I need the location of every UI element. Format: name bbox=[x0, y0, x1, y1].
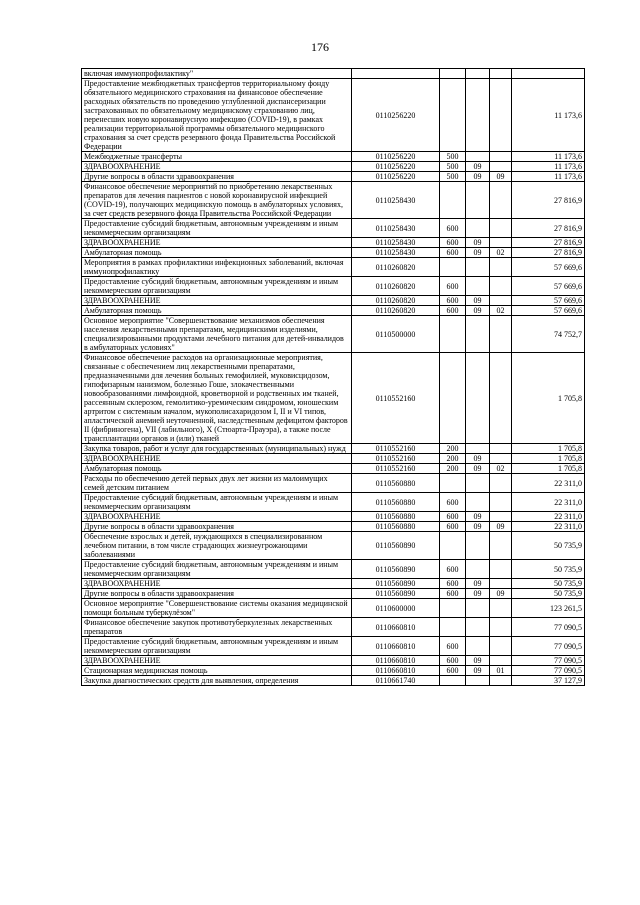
expense-type-code-cell: 600 bbox=[440, 277, 466, 296]
expense-name-cell: Предоставление субсидий бюджетным, автономным учреждениям и иным некоммерческим организациям bbox=[82, 560, 352, 579]
table-row bbox=[82, 560, 585, 579]
expense-name-cell: Другие вопросы в области здравоохранения bbox=[82, 172, 352, 182]
subsection-code-cell bbox=[490, 676, 512, 686]
amount-cell: 77 090,5 bbox=[512, 637, 585, 656]
table-row bbox=[82, 464, 585, 474]
subsection-code-cell bbox=[490, 599, 512, 618]
table-row bbox=[82, 618, 585, 637]
expense-type-code-cell: 600 bbox=[440, 637, 466, 656]
expense-name-cell: Межбюджетные трансферты bbox=[82, 152, 352, 162]
section-code-cell bbox=[466, 474, 490, 493]
table-row bbox=[82, 306, 585, 316]
expense-name-cell: ЗДРАВООХРАНЕНИЕ bbox=[82, 296, 352, 306]
expense-type-code-cell: 600 bbox=[440, 522, 466, 532]
target-article-code-cell: 0110661740 bbox=[352, 676, 440, 686]
target-article-code-cell: 0110560880 bbox=[352, 474, 440, 493]
section-code-cell bbox=[466, 152, 490, 162]
target-article-code-cell: 0110256220 bbox=[352, 162, 440, 172]
table-row bbox=[82, 474, 585, 493]
amount-cell: 1 705,8 bbox=[512, 454, 585, 464]
subsection-code-cell bbox=[490, 152, 512, 162]
expense-type-code-cell bbox=[440, 618, 466, 637]
amount-cell: 11 173,6 bbox=[512, 162, 585, 172]
section-code-cell bbox=[466, 219, 490, 238]
subsection-code-cell bbox=[490, 560, 512, 579]
table-row bbox=[82, 248, 585, 258]
section-code-cell: 09 bbox=[466, 248, 490, 258]
amount-cell: 11 173,6 bbox=[512, 79, 585, 152]
amount-cell: 27 816,9 bbox=[512, 238, 585, 248]
expense-type-code-cell bbox=[440, 79, 466, 152]
target-article-code-cell: 0110256220 bbox=[352, 79, 440, 152]
section-code-cell bbox=[466, 353, 490, 444]
target-article-code-cell: 0110260820 bbox=[352, 296, 440, 306]
table-row bbox=[82, 219, 585, 238]
target-article-code-cell: 0110552160 bbox=[352, 464, 440, 474]
subsection-code-cell bbox=[490, 579, 512, 589]
section-code-cell: 09 bbox=[466, 666, 490, 676]
target-article-code-cell: 0110560880 bbox=[352, 512, 440, 522]
expense-type-code-cell bbox=[440, 676, 466, 686]
section-code-cell bbox=[466, 599, 490, 618]
subsection-code-cell bbox=[490, 258, 512, 277]
table-row bbox=[82, 666, 585, 676]
expense-type-code-cell: 600 bbox=[440, 656, 466, 666]
expense-type-code-cell: 600 bbox=[440, 306, 466, 316]
expense-type-code-cell: 600 bbox=[440, 512, 466, 522]
expense-name-cell: Финансовое обеспечение расходов на организационные мероприятия, связанные с обеспечением лиц лекарственными препаратами, предназначенными для лечения больных гемофилией, муковисцидозом, гипофизарным нанизмом, болезнью Гоше, злокачественными новообразованиями лимфоидной, кроветворной и родственных им тканей, рассеянным склерозом, гемолитико-уремическим синдромом, юношеским артритом с системным началом, мукополисахаридозом I, II и VI типов, апластической анемией неуточненной, наследственным дефицитом факторов II (фибриногена), VII (лабильного), X (Стюарта-Прауэра), а также после трансплантации органов и (или) тканей bbox=[82, 353, 352, 444]
table-row bbox=[82, 353, 585, 444]
table-row bbox=[82, 522, 585, 532]
expense-type-code-cell bbox=[440, 258, 466, 277]
expense-type-code-cell: 600 bbox=[440, 296, 466, 306]
table-row bbox=[82, 676, 585, 686]
section-code-cell: 09 bbox=[466, 172, 490, 182]
expense-type-code-cell bbox=[440, 599, 466, 618]
subsection-code-cell bbox=[490, 656, 512, 666]
section-code-cell: 09 bbox=[466, 656, 490, 666]
subsection-code-cell bbox=[490, 512, 512, 522]
amount-cell: 1 705,8 bbox=[512, 444, 585, 454]
amount-cell: 123 261,5 bbox=[512, 599, 585, 618]
expense-name-cell: Финансовое обеспечение закупок противотуберкулезных лекарственных препаратов bbox=[82, 618, 352, 637]
expense-type-code-cell bbox=[440, 316, 466, 353]
expense-name-cell: Финансовое обеспечение мероприятий по приобретению лекарственных препаратов для лечения пациентов с новой коронавирусной инфекцией (COVID-19), получающих медицинскую помощь в амбулаторных условиях, за счет средств резервного фонда Правительства Российской Федерации bbox=[82, 182, 352, 219]
expense-name-cell: ЗДРАВООХРАНЕНИЕ bbox=[82, 512, 352, 522]
table-row bbox=[82, 162, 585, 172]
amount-cell: 74 752,7 bbox=[512, 316, 585, 353]
section-code-cell: 09 bbox=[466, 522, 490, 532]
expense-type-code-cell: 600 bbox=[440, 560, 466, 579]
table-row bbox=[82, 296, 585, 306]
section-code-cell bbox=[466, 316, 490, 353]
table-row bbox=[82, 493, 585, 512]
section-code-cell: 09 bbox=[466, 296, 490, 306]
subsection-code-cell: 09 bbox=[490, 589, 512, 599]
amount-cell: 22 311,0 bbox=[512, 474, 585, 493]
subsection-code-cell bbox=[490, 454, 512, 464]
table-row bbox=[82, 172, 585, 182]
expense-name-cell: включая иммунопрофилактику" bbox=[82, 69, 352, 79]
section-code-cell: 09 bbox=[466, 464, 490, 474]
section-code-cell bbox=[466, 277, 490, 296]
expense-name-cell: Предоставление субсидий бюджетным, автономным учреждениям и иным некоммерческим организациям bbox=[82, 219, 352, 238]
subsection-code-cell bbox=[490, 182, 512, 219]
subsection-code-cell: 02 bbox=[490, 464, 512, 474]
expense-name-cell: Стационарная медицинская помощь bbox=[82, 666, 352, 676]
section-code-cell bbox=[466, 69, 490, 79]
table-row bbox=[82, 512, 585, 522]
target-article-code-cell: 0110660810 bbox=[352, 618, 440, 637]
subsection-code-cell bbox=[490, 316, 512, 353]
amount-cell bbox=[512, 69, 585, 79]
table-row bbox=[82, 579, 585, 589]
section-code-cell bbox=[466, 258, 490, 277]
target-article-code-cell: 0110600000 bbox=[352, 599, 440, 618]
subsection-code-cell bbox=[490, 219, 512, 238]
table-row bbox=[82, 258, 585, 277]
target-article-code-cell: 0110500000 bbox=[352, 316, 440, 353]
expense-name-cell: Мероприятия в рамках профилактики инфекционных заболеваний, включая иммунопрофилактику bbox=[82, 258, 352, 277]
budget-table bbox=[81, 68, 585, 686]
table-row bbox=[82, 599, 585, 618]
amount-cell: 11 173,6 bbox=[512, 172, 585, 182]
target-article-code-cell: 0110560890 bbox=[352, 532, 440, 560]
expense-name-cell: Предоставление субсидий бюджетным, автономным учреждениям и иным некоммерческим организациям bbox=[82, 493, 352, 512]
expense-name-cell: Обеспечение взрослых и детей, нуждающихся в специализированном лечебном питании, в том числе страдающих жизнеугрожающими заболеваниями bbox=[82, 532, 352, 560]
expense-type-code-cell: 600 bbox=[440, 579, 466, 589]
expense-name-cell: Амбулаторная помощь bbox=[82, 306, 352, 316]
expense-name-cell: ЗДРАВООХРАНЕНИЕ bbox=[82, 454, 352, 464]
section-code-cell bbox=[466, 637, 490, 656]
target-article-code-cell bbox=[352, 69, 440, 79]
table-row bbox=[82, 656, 585, 666]
budget-table-body bbox=[82, 69, 585, 686]
table-row bbox=[82, 277, 585, 296]
table-row bbox=[82, 532, 585, 560]
target-article-code-cell: 0110660810 bbox=[352, 666, 440, 676]
section-code-cell: 09 bbox=[466, 306, 490, 316]
expense-name-cell: Предоставление субсидий бюджетным, автономным учреждениям и иным некоммерческим организациям bbox=[82, 277, 352, 296]
expense-type-code-cell: 500 bbox=[440, 152, 466, 162]
amount-cell: 77 090,5 bbox=[512, 618, 585, 637]
section-code-cell bbox=[466, 676, 490, 686]
section-code-cell bbox=[466, 444, 490, 454]
subsection-code-cell bbox=[490, 277, 512, 296]
subsection-code-cell bbox=[490, 493, 512, 512]
expense-type-code-cell: 600 bbox=[440, 589, 466, 599]
amount-cell: 50 735,9 bbox=[512, 532, 585, 560]
target-article-code-cell: 0110258430 bbox=[352, 248, 440, 258]
table-row bbox=[82, 152, 585, 162]
table-row bbox=[82, 316, 585, 353]
amount-cell: 77 090,5 bbox=[512, 656, 585, 666]
amount-cell: 22 311,0 bbox=[512, 522, 585, 532]
expense-name-cell: ЗДРАВООХРАНЕНИЕ bbox=[82, 162, 352, 172]
section-code-cell: 09 bbox=[466, 238, 490, 248]
target-article-code-cell: 0110660810 bbox=[352, 656, 440, 666]
amount-cell: 22 311,0 bbox=[512, 493, 585, 512]
amount-cell: 50 735,9 bbox=[512, 560, 585, 579]
section-code-cell: 09 bbox=[466, 589, 490, 599]
section-code-cell bbox=[466, 182, 490, 219]
expense-type-code-cell bbox=[440, 353, 466, 444]
section-code-cell bbox=[466, 493, 490, 512]
expense-type-code-cell bbox=[440, 474, 466, 493]
subsection-code-cell bbox=[490, 474, 512, 493]
table-row bbox=[82, 182, 585, 219]
table-row bbox=[82, 69, 585, 79]
expense-type-code-cell: 200 bbox=[440, 464, 466, 474]
subsection-code-cell bbox=[490, 532, 512, 560]
target-article-code-cell: 0110552160 bbox=[352, 444, 440, 454]
expense-type-code-cell: 600 bbox=[440, 666, 466, 676]
subsection-code-cell: 02 bbox=[490, 248, 512, 258]
expense-name-cell: Закупка диагностических средств для выявления, определения bbox=[82, 676, 352, 686]
target-article-code-cell: 0110560880 bbox=[352, 522, 440, 532]
target-article-code-cell: 0110258430 bbox=[352, 182, 440, 219]
expense-name-cell: Предоставление субсидий бюджетным, автономным учреждениям и иным некоммерческим организациям bbox=[82, 637, 352, 656]
subsection-code-cell bbox=[490, 162, 512, 172]
amount-cell: 57 669,6 bbox=[512, 277, 585, 296]
target-article-code-cell: 0110552160 bbox=[352, 454, 440, 464]
target-article-code-cell: 0110660810 bbox=[352, 637, 440, 656]
expense-name-cell: Расходы по обеспечению детей первых двух лет жизни из малоимущих семей детским питанием bbox=[82, 474, 352, 493]
subsection-code-cell bbox=[490, 444, 512, 454]
section-code-cell bbox=[466, 560, 490, 579]
subsection-code-cell bbox=[490, 69, 512, 79]
expense-type-code-cell bbox=[440, 182, 466, 219]
amount-cell: 27 816,9 bbox=[512, 182, 585, 219]
amount-cell: 57 669,6 bbox=[512, 296, 585, 306]
expense-name-cell: Предоставление межбюджетных трансфертов территориальному фонду обязательного медицинского страхования на финансовое обеспечение расходных обязательств по проведению углубленной диспансеризации застрахованных по обязательному медицинскому страхованию лиц, перенесших новую коронавирусную инфекцию (COVID-19), в рамках реализации территориальной программы обязательного медицинского страхования за счет средств резервного фонда Правительства Российской Федерации bbox=[82, 79, 352, 152]
expense-name-cell: Закупка товаров, работ и услуг для государственных (муниципальных) нужд bbox=[82, 444, 352, 454]
subsection-code-cell: 09 bbox=[490, 172, 512, 182]
subsection-code-cell bbox=[490, 238, 512, 248]
table-row bbox=[82, 79, 585, 152]
subsection-code-cell bbox=[490, 79, 512, 152]
amount-cell: 27 816,9 bbox=[512, 219, 585, 238]
expense-type-code-cell: 600 bbox=[440, 248, 466, 258]
expense-name-cell: ЗДРАВООХРАНЕНИЕ bbox=[82, 238, 352, 248]
target-article-code-cell: 0110260820 bbox=[352, 306, 440, 316]
section-code-cell bbox=[466, 618, 490, 637]
subsection-code-cell bbox=[490, 296, 512, 306]
section-code-cell: 09 bbox=[466, 579, 490, 589]
target-article-code-cell: 0110560890 bbox=[352, 579, 440, 589]
amount-cell: 77 090,5 bbox=[512, 666, 585, 676]
expense-name-cell: Другие вопросы в области здравоохранения bbox=[82, 522, 352, 532]
expense-name-cell: Амбулаторная помощь bbox=[82, 248, 352, 258]
target-article-code-cell: 0110260820 bbox=[352, 258, 440, 277]
expense-type-code-cell: 500 bbox=[440, 172, 466, 182]
expense-type-code-cell: 600 bbox=[440, 238, 466, 248]
target-article-code-cell: 0110560880 bbox=[352, 493, 440, 512]
target-article-code-cell: 0110552160 bbox=[352, 353, 440, 444]
expense-type-code-cell bbox=[440, 69, 466, 79]
section-code-cell bbox=[466, 532, 490, 560]
section-code-cell: 09 bbox=[466, 162, 490, 172]
expense-type-code-cell: 600 bbox=[440, 493, 466, 512]
amount-cell: 1 705,8 bbox=[512, 464, 585, 474]
amount-cell: 1 705,8 bbox=[512, 353, 585, 444]
amount-cell: 57 669,6 bbox=[512, 258, 585, 277]
amount-cell: 57 669,6 bbox=[512, 306, 585, 316]
expense-name-cell: Основное мероприятие "Совершенствование системы оказания медицинской помощи больным туберкулёзом" bbox=[82, 599, 352, 618]
expense-type-code-cell: 200 bbox=[440, 444, 466, 454]
amount-cell: 50 735,9 bbox=[512, 589, 585, 599]
target-article-code-cell: 0110256220 bbox=[352, 172, 440, 182]
table-row bbox=[82, 238, 585, 248]
subsection-code-cell: 09 bbox=[490, 522, 512, 532]
subsection-code-cell bbox=[490, 637, 512, 656]
table-row bbox=[82, 444, 585, 454]
target-article-code-cell: 0110258430 bbox=[352, 238, 440, 248]
page-number: 176 bbox=[311, 40, 329, 54]
target-article-code-cell: 0110260820 bbox=[352, 277, 440, 296]
target-article-code-cell: 0110256220 bbox=[352, 152, 440, 162]
section-code-cell: 09 bbox=[466, 454, 490, 464]
subsection-code-cell: 01 bbox=[490, 666, 512, 676]
expense-name-cell: ЗДРАВООХРАНЕНИЕ bbox=[82, 579, 352, 589]
section-code-cell bbox=[466, 79, 490, 152]
expense-name-cell: Амбулаторная помощь bbox=[82, 464, 352, 474]
subsection-code-cell bbox=[490, 618, 512, 637]
amount-cell: 22 311,0 bbox=[512, 512, 585, 522]
expense-type-code-cell: 500 bbox=[440, 162, 466, 172]
expense-type-code-cell bbox=[440, 532, 466, 560]
subsection-code-cell bbox=[490, 353, 512, 444]
table-row bbox=[82, 454, 585, 464]
expense-name-cell: Основное мероприятие "Совершенствование механизмов обеспечения населения лекарственными препаратами, медицинскими изделиями, специализированными продуктами лечебного питания для детей-инвалидов в амбулаторных условиях" bbox=[82, 316, 352, 353]
amount-cell: 50 735,9 bbox=[512, 579, 585, 589]
table-row bbox=[82, 589, 585, 599]
expense-type-code-cell: 200 bbox=[440, 454, 466, 464]
expense-name-cell: ЗДРАВООХРАНЕНИЕ bbox=[82, 656, 352, 666]
section-code-cell: 09 bbox=[466, 512, 490, 522]
expense-type-code-cell: 600 bbox=[440, 219, 466, 238]
target-article-code-cell: 0110560890 bbox=[352, 560, 440, 579]
amount-cell: 11 173,6 bbox=[512, 152, 585, 162]
target-article-code-cell: 0110258430 bbox=[352, 219, 440, 238]
table-row bbox=[82, 637, 585, 656]
target-article-code-cell: 0110560890 bbox=[352, 589, 440, 599]
amount-cell: 27 816,9 bbox=[512, 248, 585, 258]
expense-name-cell: Другие вопросы в области здравоохранения bbox=[82, 589, 352, 599]
amount-cell: 37 127,9 bbox=[512, 676, 585, 686]
subsection-code-cell: 02 bbox=[490, 306, 512, 316]
